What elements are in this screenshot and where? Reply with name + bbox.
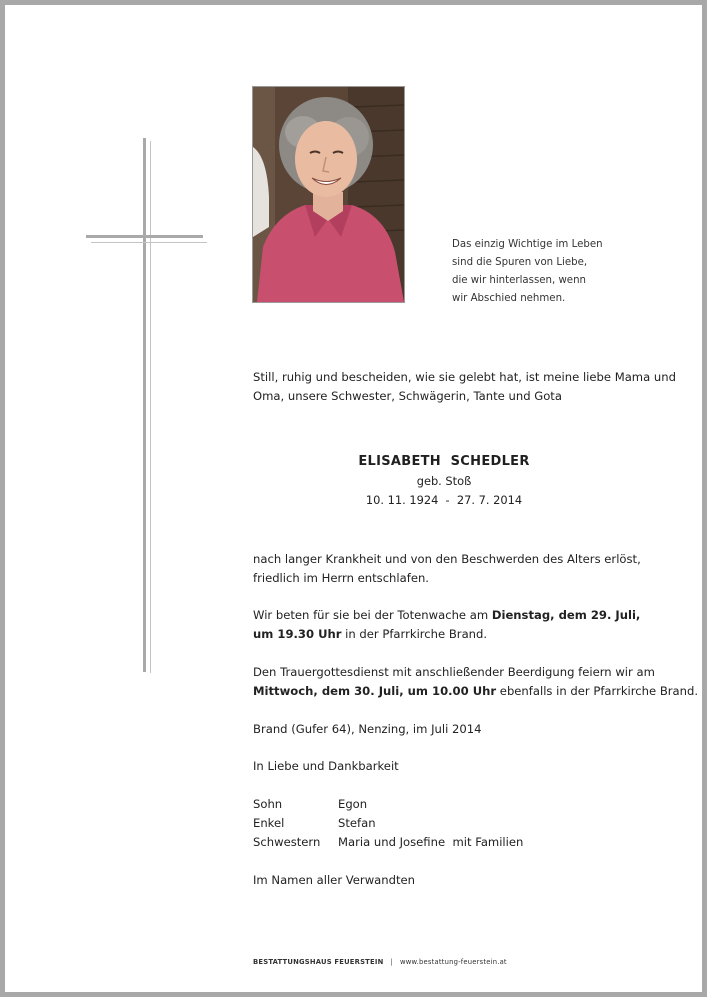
closing-line bbox=[253, 757, 653, 776]
place-date-text: Brand (Gufer 64), Nenzing, im Juli 2014 bbox=[253, 722, 482, 736]
quote-line: die wir hinterlassen, wenn bbox=[452, 275, 586, 286]
mourners-list bbox=[253, 795, 523, 852]
portrait-photo bbox=[252, 86, 405, 303]
vigil-time: um 19.30 Uhr bbox=[253, 627, 342, 641]
list-item bbox=[253, 795, 523, 814]
funeral-date: Mittwoch, dem 30. Juli, um 10.00 Uhr bbox=[253, 684, 497, 698]
place-date bbox=[253, 720, 653, 739]
funeral-location: ebenfalls in der Pfarrkirche Brand. bbox=[496, 684, 699, 698]
birth-name: geb. Stoß bbox=[416, 474, 472, 488]
vigil-paragraph bbox=[253, 606, 653, 644]
footer bbox=[253, 958, 507, 966]
funeral-home-name: BESTATTUNGSHAUS FEUERSTEIN bbox=[253, 958, 384, 966]
final-line bbox=[253, 871, 653, 890]
vigil-date: Dienstag, dem 29. Juli, bbox=[491, 608, 641, 622]
mourner-names: Stefan bbox=[338, 816, 376, 830]
list-item bbox=[253, 814, 523, 833]
vigil-text: Wir beten für sie bei der Totenwache am bbox=[253, 608, 492, 622]
vigil-location: in der Pfarrkirche Brand. bbox=[341, 627, 488, 641]
intro-line: Still, ruhig und bescheiden, wie sie gelebt hat, ist meine liebe Mama und bbox=[253, 370, 676, 384]
funeral-home-website[interactable]: www.bestattung-feuerstein.at bbox=[399, 958, 507, 966]
intro-line: Oma, unsere Schwester, Schwägerin, Tante und Gota bbox=[253, 389, 562, 403]
paragraph-line: friedlich im Herrn entschlafen. bbox=[253, 571, 429, 585]
quote-line: sind die Spuren von Liebe, bbox=[452, 257, 588, 268]
mourner-names: Maria und Josefine mit Familien bbox=[338, 835, 524, 849]
mourner-relation: Sohn bbox=[253, 797, 283, 811]
life-dates: 10. 11. 1924 - 27. 7. 2014 bbox=[365, 493, 523, 507]
memorial-quote bbox=[452, 236, 652, 308]
passing-paragraph bbox=[253, 550, 653, 588]
mourner-names: Egon bbox=[338, 797, 368, 811]
deceased-name: ELISABETH SCHEDLER bbox=[358, 454, 530, 469]
quote-line: Das einzig Wichtige im Leben bbox=[452, 239, 603, 250]
final-text: Im Namen aller Verwandten bbox=[253, 873, 416, 887]
funeral-paragraph bbox=[253, 663, 699, 701]
funeral-text: Den Trauergottesdienst mit anschließender Beerdigung feiern wir am bbox=[253, 665, 655, 679]
closing-text: In Liebe und Dankbarkeit bbox=[253, 759, 399, 773]
intro-text bbox=[253, 368, 676, 406]
mourner-relation: Schwestern bbox=[253, 835, 321, 849]
paragraph-line: nach langer Krankheit und von den Beschwerden des Alters erlöst, bbox=[253, 552, 641, 566]
quote-line: wir Abschied nehmen. bbox=[452, 293, 566, 304]
deceased-block bbox=[253, 452, 635, 510]
list-item bbox=[253, 833, 523, 852]
footer-separator: | bbox=[390, 958, 393, 966]
mourner-relation: Enkel bbox=[253, 816, 285, 830]
